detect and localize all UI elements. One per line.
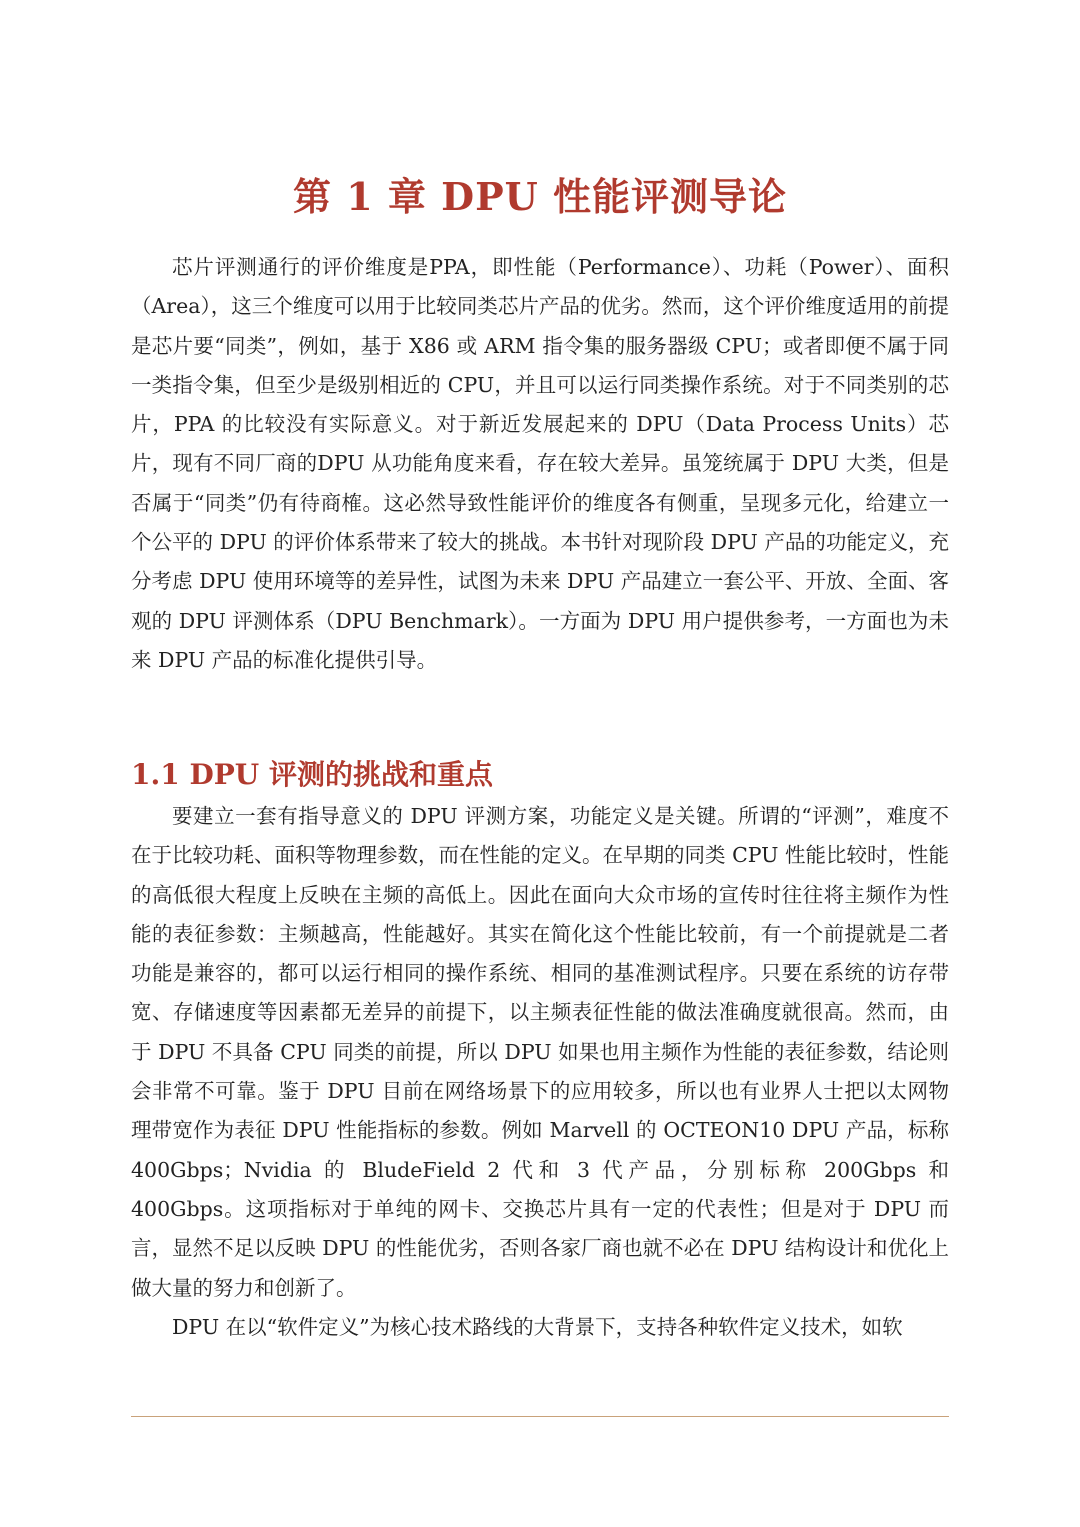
- section-paragraph: 要建立一套有指导意义的 DPU 评测方案，功能定义是关键。所谓的“评测”，难度不在于比较功耗、面积等物理参数，而在性能的定义。在早期的同类 CPU 性能比较时，性能的高低很大程度上反映在主频的高低上。因此在面向大众市场的宣传时往往将主频作为性能的表征参数：主频越高，性能越好。其实在简化这个性能比较前，有一个前提就是二者功能是兼容的，都可以运行相同的操作系统、相同的基准测试程序。只要在系统的访存带宽、存储速度等因素都无差异的前提下，以主频表征性能的做法准确度就很高。然而，由于 DPU 不具备 CPU 同类的前提，所以 DPU 如果也用主频作为性能的表征参数，结论则会非常不可靠。鉴于 DPU 目前在网络场景下的应用较多，所以也有业界人士把以太网物理带宽作为表征 DPU 性能指标的参数。例如 Marvell 的 OCTEON10 DPU 产品，标称 400Gbps；Nvidia 的 BludeField 2 代和 3 代产品，分别标称 200Gbps 和 400Gbps。这项指标对于单纯的网卡、交换芯片具有一定的代表性；但是对于 DPU 而言，显然不足以反映 DPU 的性能优劣，否则各家厂商也就不必在 DPU 结构设计和优化上做大量的努力和创新了。: [131, 804, 949, 1300]
- intro-text: [131, 248, 949, 680]
- chapter-title: 第 1 章 DPU 性能评测导论: [292, 174, 788, 220]
- footer-divider: [131, 1416, 949, 1417]
- intro-paragraph: 芯片评测通行的评价维度是PPA，即性能（Performance）、功耗（Power）、面积（Area），这三个维度可以用于比较同类芯片产品的优劣。然而，这个评价维度适用的前提是芯片要“同类”，例如，基于 X86 或 ARM 指令集的服务器级 CPU；或者即便不属于同一类指令集，但至少是级别相近的 CPU，并且可以运行同类操作系统。对于不同类别的芯片，PPA 的比较没有实际意义。对于新近发展起来的 DPU（Data Process Units）芯片，现有不同厂商的DPU 从功能角度来看，存在较大差异。虽笼统属于 DPU 大类，但是否属于“同类”仍有待商榷。这必然导致性能评价的维度各有侧重，呈现多元化，给建立一个公平的 DPU 的评价体系带来了较大的挑战。本书针对现阶段 DPU 产品的功能定义，充分考虑 DPU 使用环境等的差异性，试图为未来 DPU 产品建立一套公平、开放、全面、客观的 DPU 评测体系（DPU Benchmark）。一方面为 DPU 用户提供参考，一方面也为未来 DPU 产品的标准化提供引导。: [131, 255, 949, 672]
- section-title: 1.1 DPU 评测的挑战和重点: [131, 758, 493, 792]
- section-paragraph-continued: DPU 在以“软件定义”为核心技术路线的大背景下，支持各种软件定义技术，如软: [172, 1314, 903, 1339]
- section-text: [131, 797, 949, 1347]
